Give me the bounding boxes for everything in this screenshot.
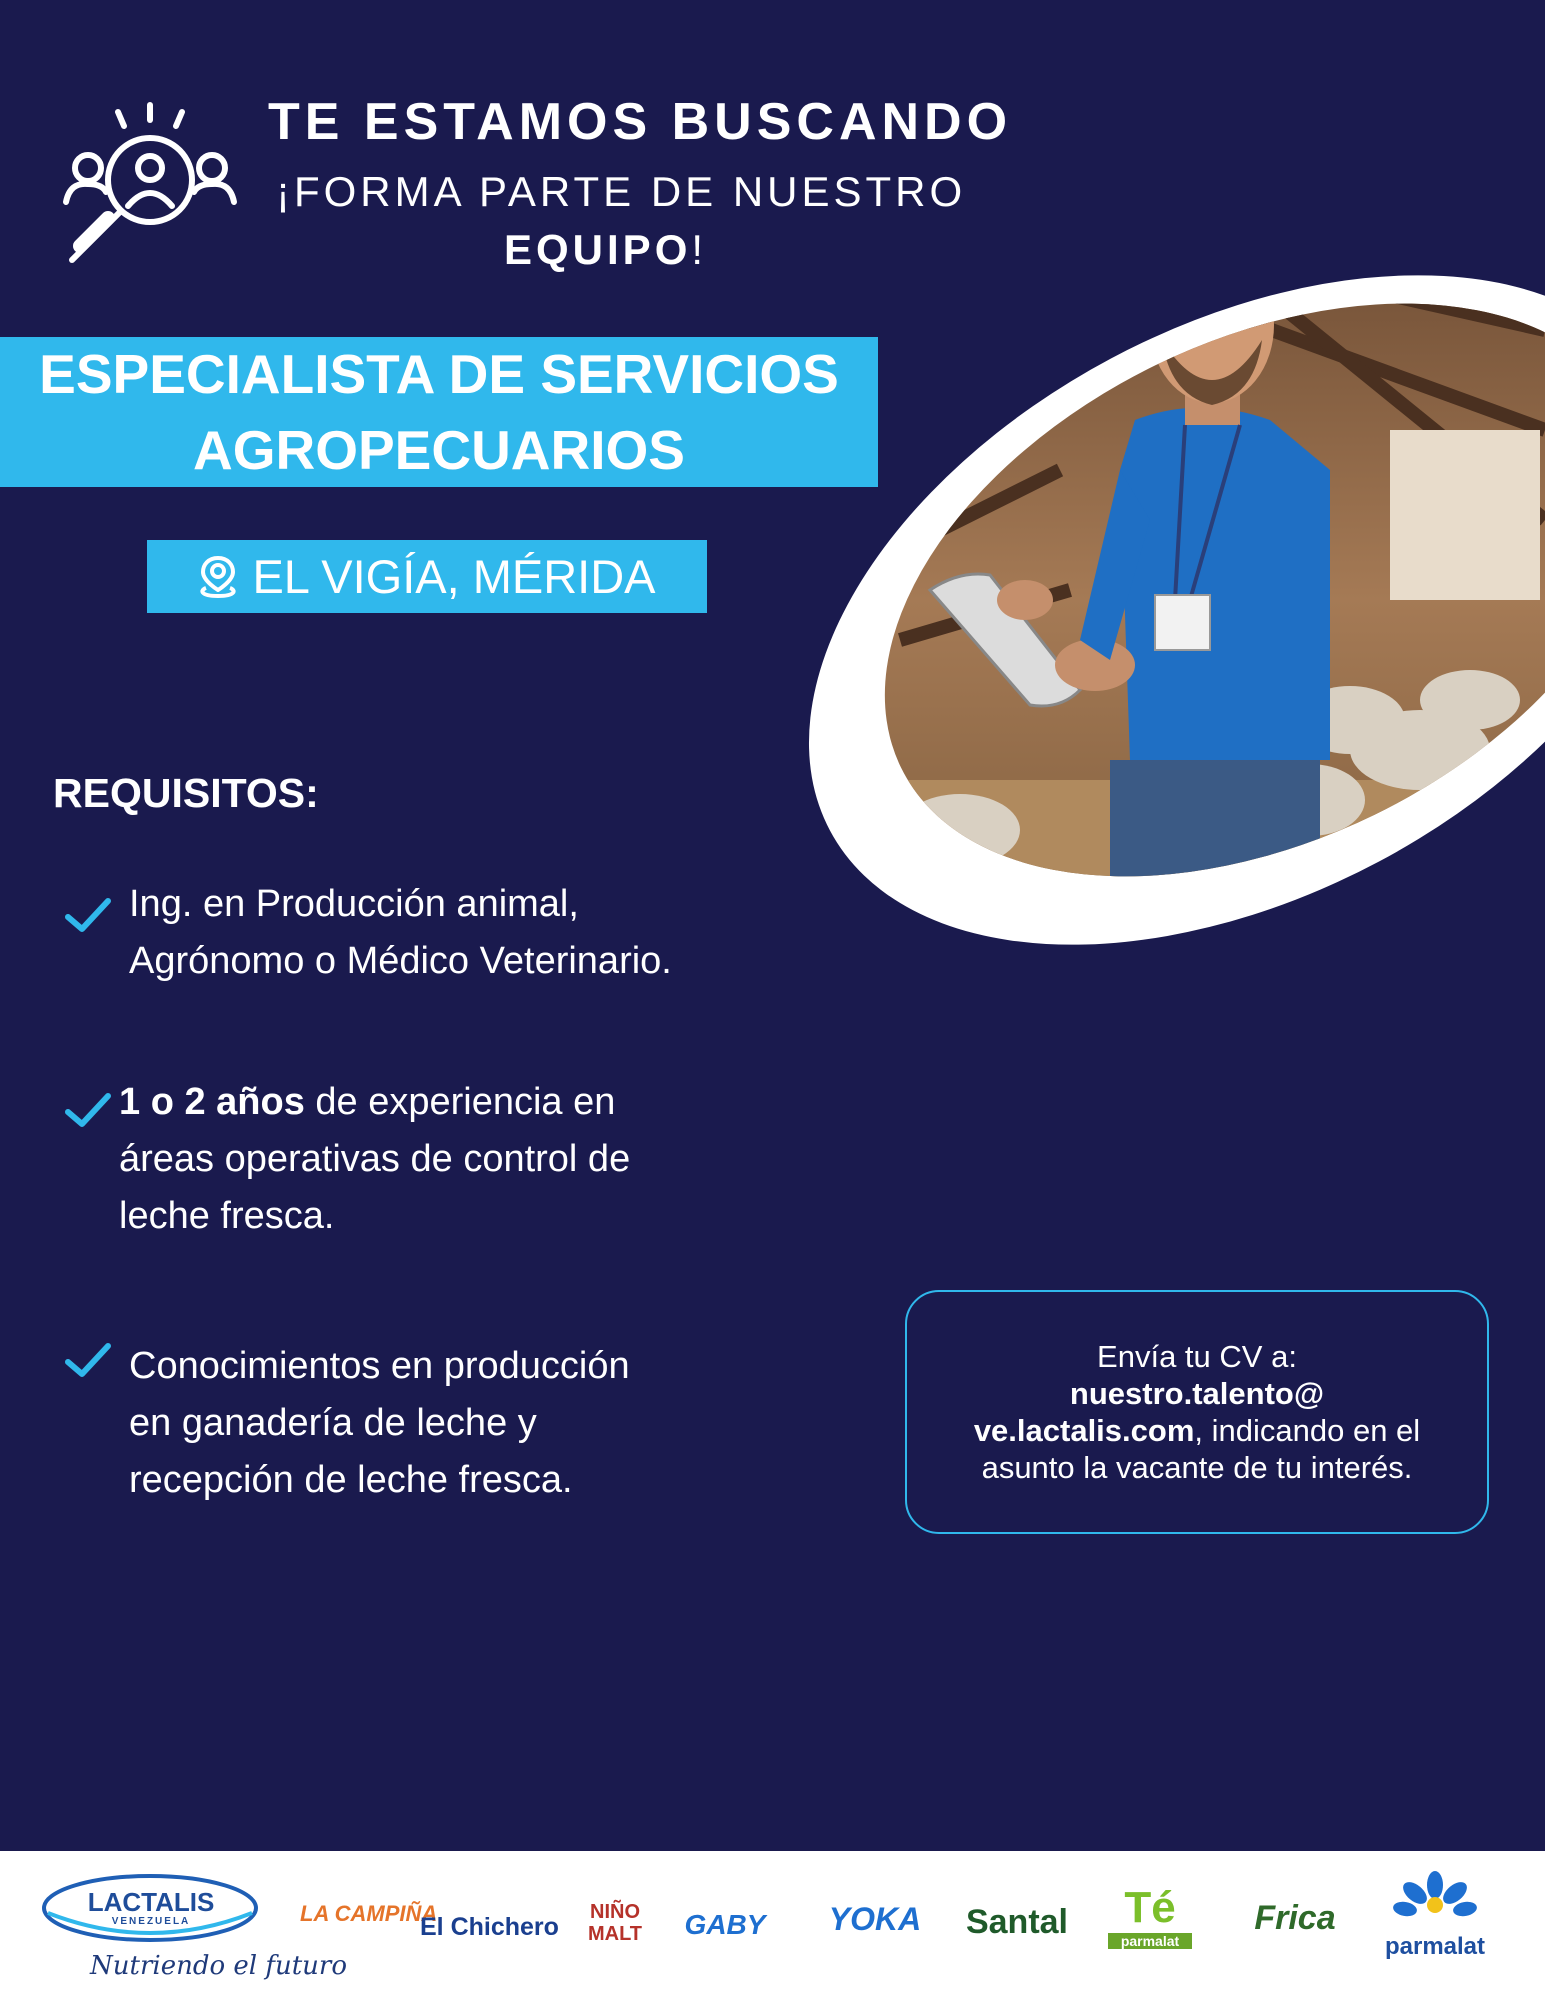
location-badge <box>147 540 707 613</box>
lactalis-logo: LACTALIS <box>87 1887 215 1917</box>
contact-line4: asunto la vacante de tu interés. <box>981 1450 1413 1485</box>
requirement-item-2 <box>119 1074 630 1245</box>
brand-nino-malt: NIÑO MALT <box>587 1901 643 1945</box>
brand-santal: Santal <box>965 1903 1069 1941</box>
requirement-2-bold: 1 o 2 años <box>119 1081 305 1123</box>
check-icon <box>64 895 112 935</box>
requirement-item-3 <box>129 1338 630 1509</box>
requirement-1-line1: Ing. en Producción animal, <box>129 883 579 925</box>
requirement-2-line1 <box>119 1074 630 1131</box>
requirement-3-line2: en ganadería de leche y <box>129 1402 537 1444</box>
brand-parmalat: parmalat <box>1384 1933 1486 1960</box>
header-title: TE ESTAMOS BUSCANDO <box>268 93 1013 151</box>
brand-la-campina: LA CAMPIÑA <box>300 1901 438 1926</box>
contact-email-part1[interactable]: nuestro.talento@ <box>1069 1376 1325 1411</box>
check-icon <box>64 1090 112 1130</box>
header-subtitle-line1: ¡FORMA PARTE DE NUESTRO <box>276 168 967 215</box>
slogan: Nutriendo el futuro <box>90 1951 347 1981</box>
brand-frica: Frica <box>1254 1899 1336 1937</box>
lactalis-logo-sub: VENEZUELA <box>111 1916 191 1927</box>
requirement-item-1 <box>129 876 672 990</box>
requirement-3-line3: recepción de leche fresca. <box>129 1459 573 1501</box>
requirement-2-line1-rest: de experiencia en <box>304 1081 616 1123</box>
brand-el-chichero: El Chichero <box>420 1913 559 1941</box>
location-pin-icon <box>198 554 238 600</box>
requirement-2-line2: áreas operativas de control de <box>119 1138 631 1180</box>
contact-box <box>905 1290 1489 1534</box>
brand-te: Té <box>1124 1883 1176 1932</box>
requirement-3-line1: Conocimientos en producción <box>129 1345 630 1387</box>
check-icon <box>64 1340 112 1380</box>
location-text: EL VIGÍA, MÉRIDA <box>252 550 656 603</box>
job-title-line2: AGROPECUARIOS <box>193 419 685 481</box>
contact-line3-rest: , indicando en el <box>1194 1413 1421 1448</box>
header-subtitle-end: ! <box>691 226 708 273</box>
header-subtitle-line2 <box>504 226 707 274</box>
contact-email-part2[interactable]: ve.lactalis.com <box>973 1413 1195 1448</box>
header-subtitle-bold: EQUIPO <box>504 226 692 273</box>
parmalat-flower-icon <box>1390 1871 1480 1921</box>
brand-te-sub: parmalat <box>1108 1933 1192 1949</box>
footer-brands <box>0 1851 1545 1999</box>
requirement-2-line3: leche fresca. <box>119 1195 335 1237</box>
brand-gaby: GABY <box>684 1909 766 1940</box>
search-people-icon <box>58 100 238 270</box>
job-title-banner <box>0 337 878 487</box>
requirements-heading: REQUISITOS: <box>53 770 319 816</box>
requirement-1-line2: Agrónomo o Médico Veterinario. <box>129 940 672 982</box>
brand-yoka: YOKA <box>828 1901 922 1937</box>
contact-line1: Envía tu CV a: <box>1097 1339 1297 1374</box>
job-title-line1: ESPECIALISTA DE SERVICIOS <box>39 343 839 405</box>
